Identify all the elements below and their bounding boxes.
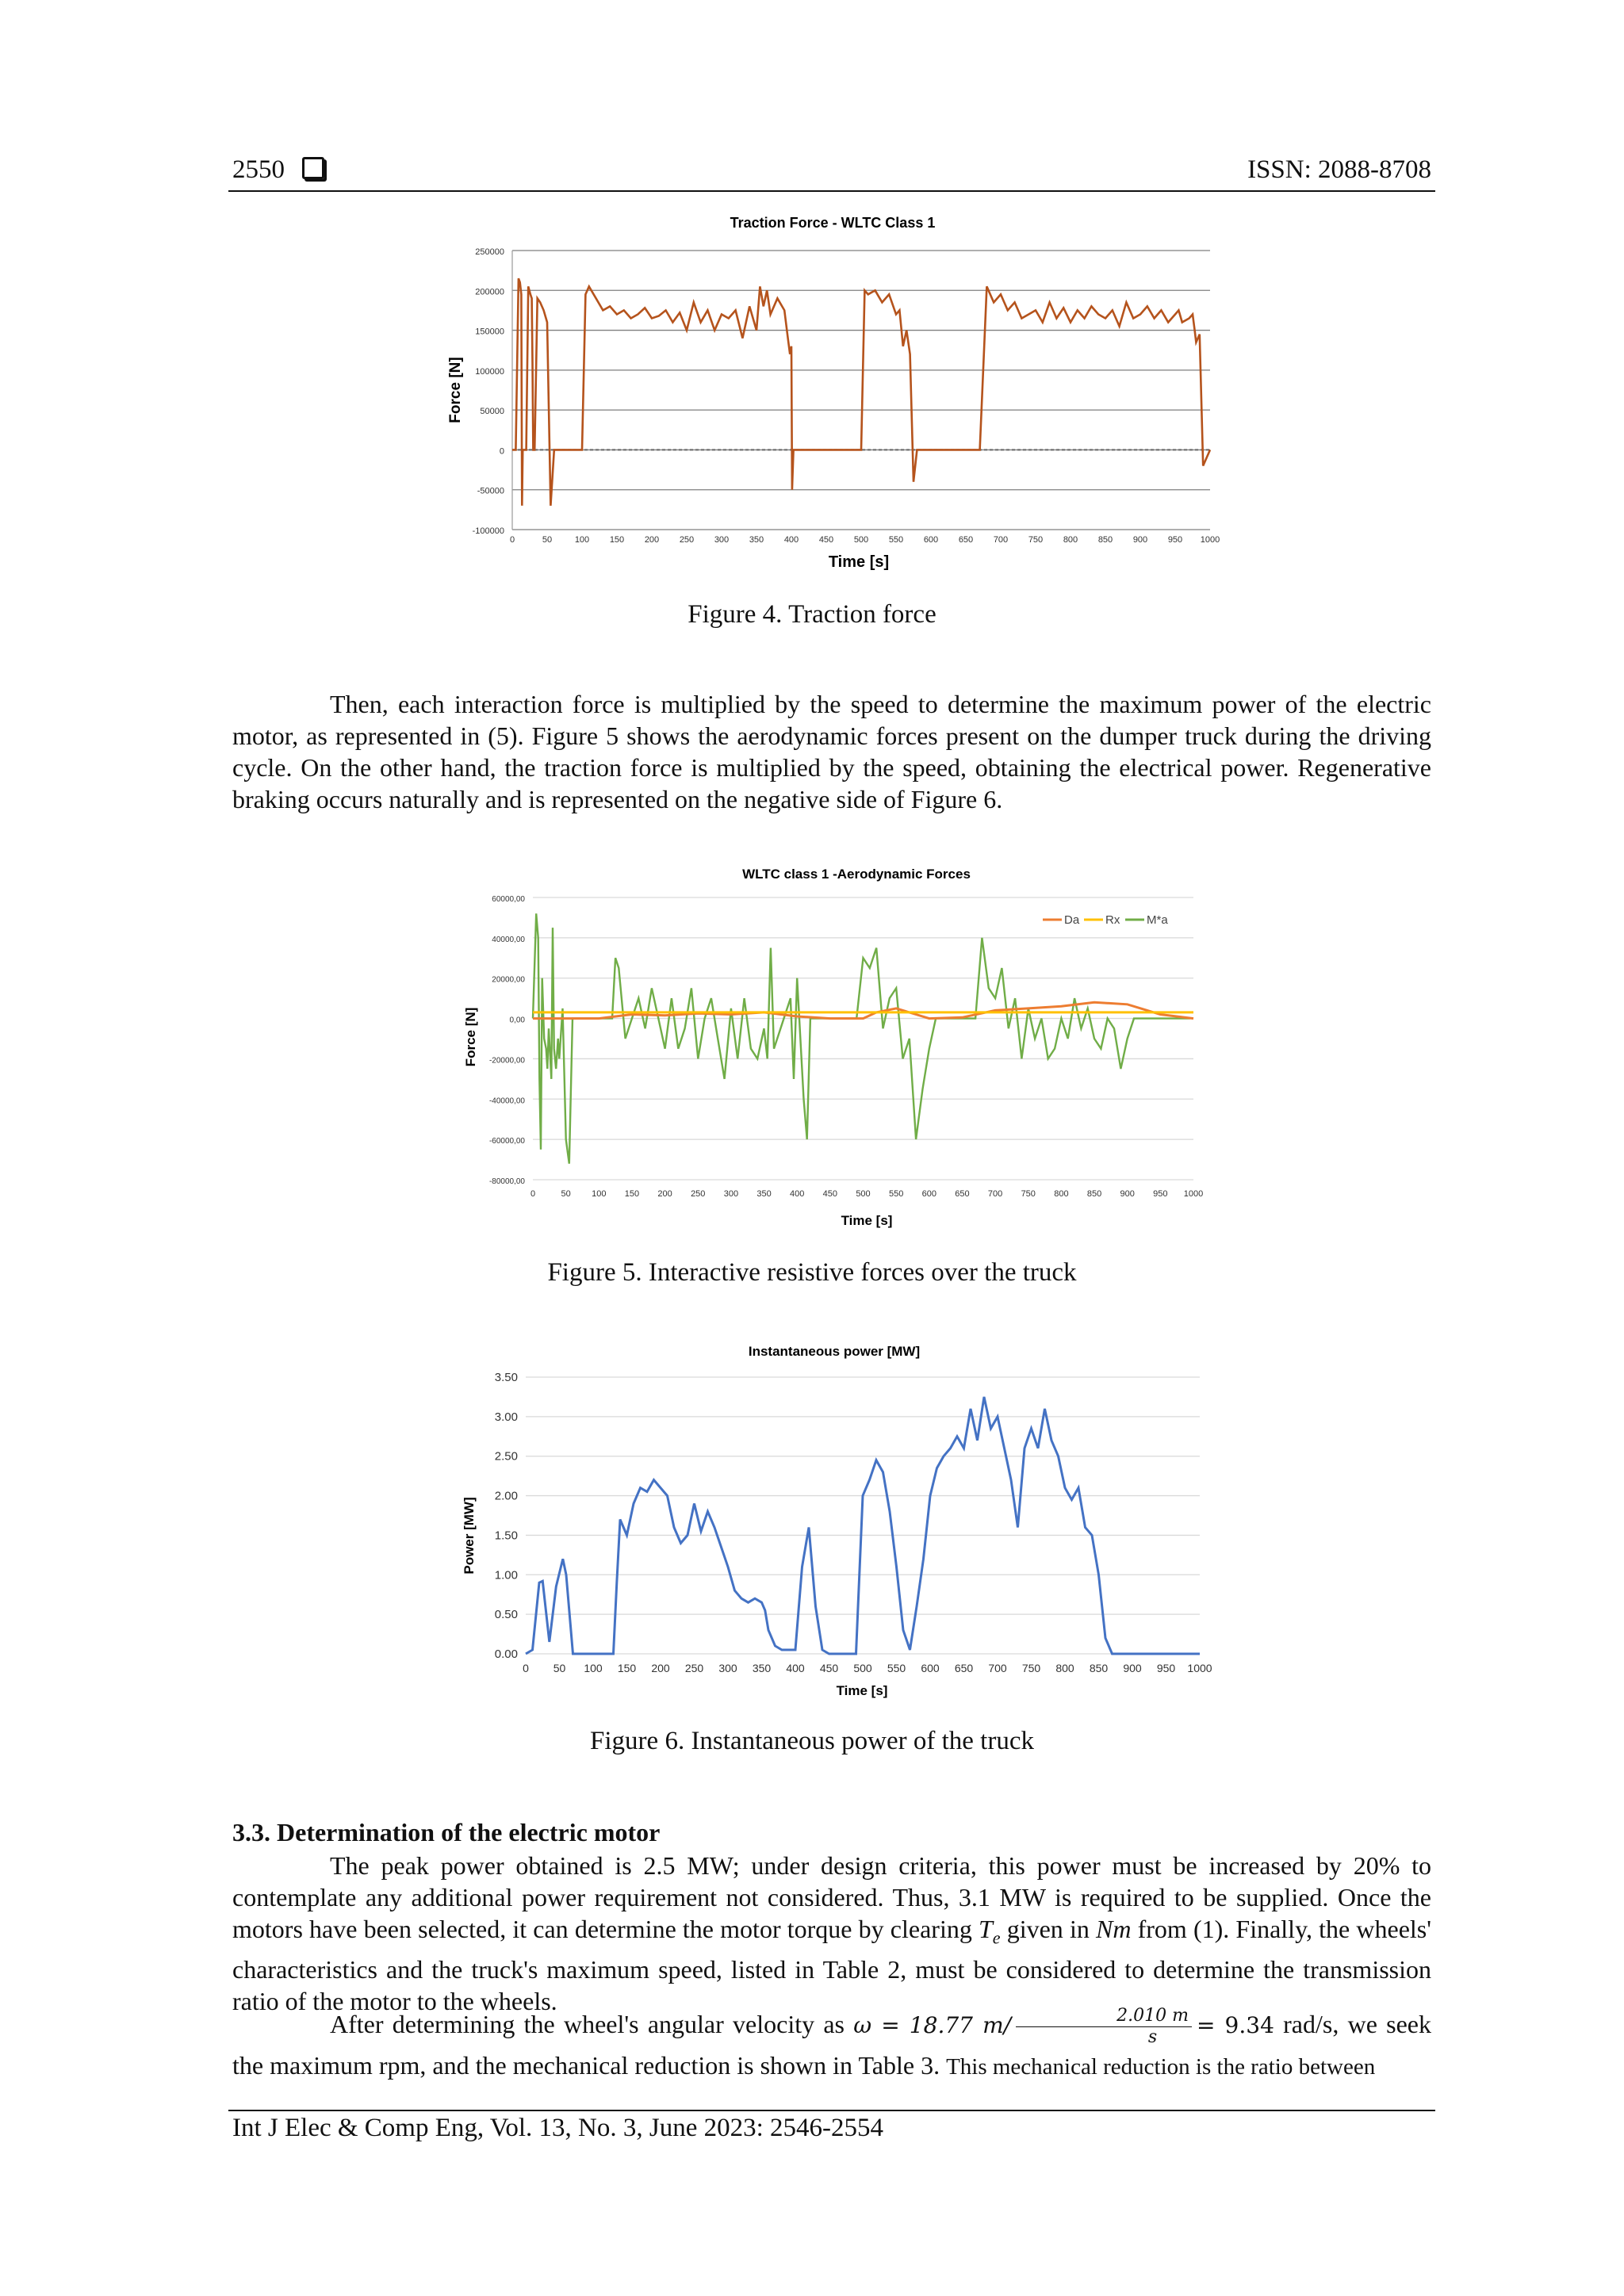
box-icon [302,157,324,179]
x-tick-label: 750 [1021,1189,1036,1199]
footer-citation: Int J Elec & Comp Eng, Vol. 13, No. 3, June 2023: 2546-2554 [232,2114,884,2142]
chart-title: Traction Force - WLTC Class 1 [730,215,936,231]
y-tick-label: -40000,00 [488,1096,525,1106]
y-tick-label: 250000 [475,247,504,257]
x-tick-label: 800 [1063,535,1078,545]
x-tick-label: 150 [609,535,625,545]
y-tick-label: 2.00 [494,1489,518,1503]
x-tick-label: 700 [987,1189,1003,1199]
chart-title: Instantaneous power [MW] [748,1344,921,1359]
x-tick-label: 650 [958,535,974,545]
y-tick-label: 2.50 [494,1449,518,1464]
y-tick-label: 50000 [480,407,504,417]
y-tick-label: 0,00 [509,1016,525,1025]
y-tick-label: 200000 [475,287,504,297]
x-ticks [510,535,1220,545]
series-line-power [526,1397,1200,1654]
y-tick-label: -100000 [472,526,504,536]
equation-denominator: s [1147,2027,1158,2047]
figure-5-caption: Figure 5. Interactive resistive forces over the truck [547,1258,1077,1287]
y-axis-label: Force [N] [463,1007,478,1067]
paragraph-2-text-c: from (1). Finally, the wheels' characteristics and the truck's maximum speed, listed in Table 2, must be considered to determine the transmission ratio of the motor to the wheels. [232,1915,1432,2016]
y-tick-label: 100000 [475,366,504,377]
footer-rule [228,2110,1435,2111]
nm-unit: Nm [1095,1915,1132,1943]
section-heading: 3.3. Determination of the electric motor [232,1818,661,1846]
y-tick-label: 1.50 [494,1529,518,1543]
equation-lhs: ω = 18.77 m/ [853,2012,1012,2038]
y-tick-label: 0.00 [494,1647,518,1661]
x-tick-label: 350 [752,1662,772,1674]
x-tick-label: 950 [1167,535,1183,545]
equation-rhs: = 9.34 [1196,2012,1274,2038]
x-tick-label: 950 [1153,1189,1168,1199]
x-tick-label: 0 [523,1662,529,1674]
x-tick-label: 0 [509,535,515,545]
figure-4-chart [444,208,1221,588]
y-tick-label: 0.50 [494,1608,518,1622]
x-tick-label: 750 [1028,535,1044,545]
x-tick-label: 800 [1055,1662,1074,1674]
x-tick-label: 850 [1086,1189,1102,1199]
x-tick-label: 850 [1097,535,1113,545]
legend [1043,913,1168,927]
x-tick-label: 750 [1021,1662,1041,1674]
x-tick-label: 350 [756,1189,772,1199]
x-tick-label: 350 [749,535,764,545]
paragraph-3-text-a: After determining the wheel's angular velocity as [330,2010,854,2038]
figure-5-chart [456,864,1209,1237]
y-tick-label: 3.00 [494,1410,518,1424]
y-axis-label: Power [MW] [462,1497,477,1575]
x-tick-label: 100 [592,1189,607,1199]
x-ticks [530,1189,1203,1199]
legend-label: M*a [1147,913,1168,927]
series-line-ma [533,913,1190,1163]
x-tick-label: 400 [790,1189,805,1199]
x-axis-label: Time [s] [841,1213,893,1228]
x-axis-label: Time [s] [828,553,890,571]
x-tick-label: 700 [993,535,1009,545]
y-tick-label: 20000,00 [492,975,525,985]
y-tick-label: -60000,00 [488,1137,525,1146]
x-tick-label: 400 [783,535,799,545]
y-tick-label: -80000,00 [488,1177,525,1186]
x-tick-label: 500 [853,535,869,545]
y-axis-label: Force [N] [447,357,464,423]
x-tick-label: 150 [624,1189,640,1199]
x-tick-label: 450 [819,1662,839,1674]
y-tick-label: 60000,00 [492,895,525,904]
figure-6-caption: Figure 6. Instantaneous power of the truck [590,1727,1034,1755]
x-tick-label: 450 [822,1189,838,1199]
x-tick-label: 250 [679,535,695,545]
x-tick-label: 200 [644,535,660,545]
y-tick-label: 150000 [475,327,504,337]
chart-title: WLTC class 1 -Aerodynamic Forces [742,867,971,882]
x-tick-label: 200 [657,1189,672,1199]
x-tick-label: 250 [684,1662,704,1674]
x-tick-label: 250 [691,1189,706,1199]
paragraph-2 [232,1850,1431,2017]
x-tick-label: 550 [887,1662,906,1674]
x-tick-label: 850 [1089,1662,1109,1674]
x-tick-label: 500 [853,1662,872,1674]
page-number-text: 2550 [232,155,285,184]
x-tick-label: 700 [988,1662,1007,1674]
x-tick-label: 50 [553,1662,566,1674]
x-tick-label: 600 [921,1189,936,1199]
x-tick-label: 0 [530,1189,536,1199]
x-tick-label: 500 [856,1189,871,1199]
equation [853,2006,1274,2047]
paragraph-2-text-a: The peak power obtained is 2.5 MW; under design criteria, this power must be increased by 20% to contemplate any additional power requirement not considered. Thus, 3.1 MW is required to be supplied. Once the motors have been selected, it can determine the motor torque by clearing [232,1851,1431,1943]
x-tick-label: 100 [574,535,590,545]
x-tick-label: 300 [723,1189,739,1199]
x-tick-label: 550 [888,1189,904,1199]
x-tick-label: 1000 [1187,1662,1212,1674]
y-ticks [489,895,525,1186]
x-tick-label: 900 [1123,1662,1142,1674]
series-line-traction [512,278,1210,506]
x-tick-label: 1000 [1200,535,1220,545]
x-tick-label: 550 [888,535,904,545]
x-tick-label: 900 [1120,1189,1135,1199]
y-tick-label: 1.00 [494,1568,518,1582]
header-rule [228,190,1435,192]
x-tick-label: 300 [714,535,730,545]
legend-label: Da [1064,913,1080,927]
x-ticks [523,1662,1212,1674]
x-axis-label: Time [s] [836,1683,888,1698]
te-subscript: e [992,1927,1001,1948]
x-tick-label: 600 [923,535,939,545]
x-tick-label: 650 [955,1189,970,1199]
x-tick-label: 950 [1156,1662,1176,1674]
figure-4-caption: Figure 4. Traction force [688,600,936,629]
paragraph-1: Then, each interaction force is multiplied by the speed to determine the maximum power of the electric motor, as represented in (5). Figure 5 shows the aerodynamic forces present on the dumper truck during the driving cycle. On the other hand, the traction force is multiplied by the speed, obtaining the electrical power. Regenerative braking occurs naturally and is represented on the negative side of Figure 6. [232,690,1431,813]
paragraph-3-text-b: rad/s, we seek the maximum rpm, and the mechanical reduction is shown in Table 3. [232,2010,1432,2080]
x-tick-label: 800 [1054,1189,1069,1199]
figure-6-chart [456,1336,1212,1709]
y-tick-label: 40000,00 [492,935,525,944]
paragraph-3 [232,2006,1431,2084]
series-lines [533,913,1193,1163]
y-tick-label: -50000 [477,486,504,496]
y-ticks [473,247,504,536]
legend-label: Rx [1105,913,1120,927]
x-tick-label: 400 [786,1662,805,1674]
x-tick-label: 650 [954,1662,974,1674]
grid [512,251,1210,530]
y-tick-label: 3.50 [494,1371,518,1384]
paragraph-2-text-b: given in [1000,1915,1096,1943]
y-tick-label: 0 [499,446,504,457]
x-tick-label: 100 [584,1662,603,1674]
paragraph-3-text-c: This mechanical reduction is the ratio between [946,2054,1376,2080]
equation-fraction [1016,2006,1192,2048]
x-tick-label: 900 [1132,535,1148,545]
x-tick-label: 200 [651,1662,670,1674]
te-letter: T [978,1915,993,1943]
x-tick-label: 600 [921,1662,940,1674]
y-ticks [495,1371,518,1661]
te-symbol [978,1915,1001,1948]
x-tick-label: 50 [542,535,553,545]
equation-numerator: 2.010 m [1016,2006,1192,2027]
page-number [232,155,324,185]
x-tick-label: 50 [561,1189,571,1199]
x-tick-label: 450 [818,535,834,545]
journal-issn: ISSN: 2088-8708 [1247,155,1431,184]
x-tick-label: 150 [617,1662,637,1674]
x-tick-label: 300 [718,1662,737,1674]
x-tick-label: 1000 [1183,1189,1204,1199]
y-tick-label: -20000,00 [488,1056,525,1066]
